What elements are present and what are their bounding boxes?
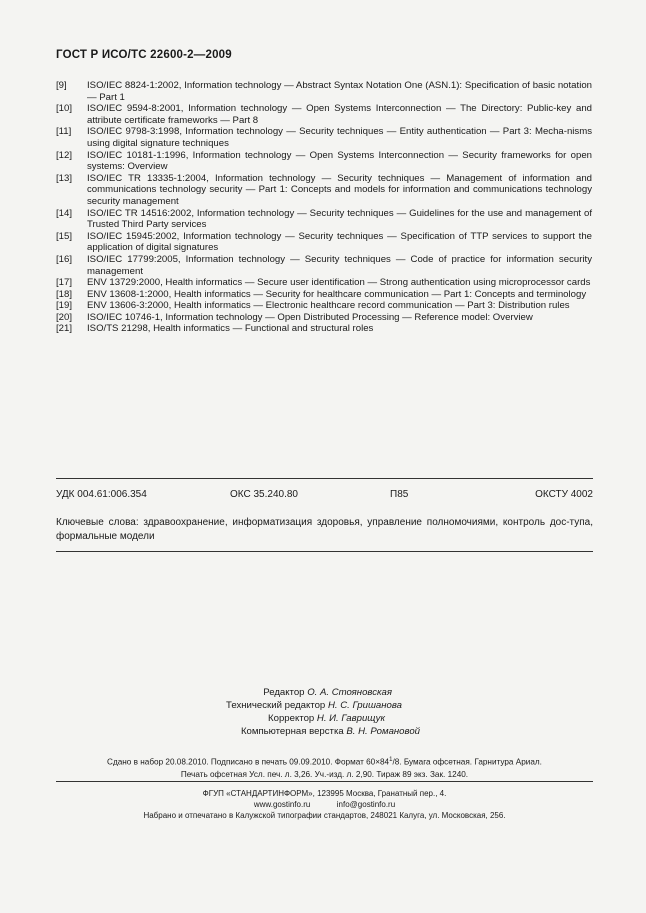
entry-number: [15] <box>56 230 73 242</box>
entry-number: [9] <box>56 80 67 91</box>
divider-bottom <box>56 781 593 782</box>
bibliography-entry <box>56 103 592 126</box>
entry-text: ISO/IEC TR 14516:2002, Information technology — Security techniques — Guidelines for the use and management of Trusted Third Party services <box>87 207 592 231</box>
entry-number: [19] <box>56 300 73 312</box>
entry-text: ISO/IEC 17799:2005, Information technology — Security techniques — Code of practice for information security management <box>87 253 592 277</box>
entry-text: ISO/IEC 8824-1:2002, Information technology — Abstract Syntax Notation One (ASN.1): Specification of basic notation — Part 1 <box>87 80 592 103</box>
bibliography-entry <box>56 231 592 254</box>
staff-proofreader: Корректор Н. И. Гаврищук <box>268 713 385 724</box>
entry-text: ISO/IEC 10746-1, Information technology — Open Distributed Processing — Reference model: Overview <box>87 311 533 323</box>
bibliography-entry <box>56 150 592 173</box>
bibliography-entry <box>56 126 592 149</box>
bibliography-entry <box>56 208 592 231</box>
publisher-website-link[interactable]: www.gostinfo.ru <box>253 800 311 809</box>
publication-line-1: Сдано в набор 20.08.2010. Подписано в печать 09.09.2010. Формат $60\times 84^1/8$. Бумага офсетная. Гарнитура Ариал. <box>107 757 542 767</box>
entry-number: [12] <box>56 149 73 161</box>
entry-number: [10] <box>56 103 73 115</box>
publisher-footer <box>56 788 593 821</box>
oks-code: ОКС 35.240.80 <box>230 489 298 500</box>
staff-credits <box>0 686 646 738</box>
entry-number: [11] <box>56 126 72 138</box>
bibliography-entry <box>56 300 592 312</box>
keywords: Ключевые слова: здравоохранение, информатизация здоровья, управление полномочиями, контроль дос-тупа, формальные модели <box>56 517 593 542</box>
staff-editor: Редактор О. А. Стояновская <box>263 687 392 698</box>
page-header-title: ГОСТ Р ИСО/ТС 22600-2—2009 <box>56 49 232 61</box>
bibliography-entry <box>56 80 592 103</box>
bibliography-entry <box>56 289 592 301</box>
publisher-address: ФГУП «СТАНДАРТИНФОРМ», 123995 Москва, Гранатный пер., 4. <box>202 789 447 798</box>
entry-text: ISO/IEC 10181-1:1996, Information technology — Open Systems Interconnection — Security frameworks for open systems: Overview <box>87 149 592 173</box>
entry-text: ISO/IEC TR 13335-1:2004, Information technology — Security techniques — Management of information and communications technology security — Part 1: Concepts and models for information and communications technology security management <box>87 172 592 207</box>
entry-number: [18] <box>56 288 73 300</box>
entry-text: ISO/IEC 9594-8:2001, Information technology — Open Systems Interconnection — The Directory: Public-key and attribute certificate frameworks — Part 8 <box>87 103 592 126</box>
publisher-contacts <box>56 799 593 810</box>
entry-number: [16] <box>56 253 73 265</box>
entry-text: ISO/IEC 9798-3:1998, Information technology — Security techniques — Entity authentication — Part 3: Mecha-nisms using digital signature techniques <box>87 126 592 149</box>
bibliography-entry <box>56 277 592 289</box>
publication-info <box>56 754 593 781</box>
entry-number: [20] <box>56 311 73 323</box>
entry-text: ISO/IEC 15945:2002, Information technology — Security techniques — Specification of TTP services to support the application of digital signatures <box>87 230 592 254</box>
publication-line-2: Печать офсетная Усл. печ. л. 3,26. Уч.-изд. л. 2,90. Тираж 89 экз. Зак. 1240. <box>180 769 469 779</box>
printing-house: Набрано и отпечатано в Калужской типографии стандартов, 248021 Калуга, ул. Московская, 256. <box>143 811 506 820</box>
udk-code: УДК 004.61:006.354 <box>56 489 147 500</box>
entry-text: ISO/TS 21298, Health informatics — Functional and structural roles <box>87 323 374 335</box>
divider-middle <box>56 551 593 552</box>
bibliography-list <box>56 80 592 335</box>
p-code: П85 <box>390 489 409 500</box>
publisher-email-link[interactable]: info@gostinfo.ru <box>336 800 396 809</box>
okstu-code: ОКСТУ 4002 <box>535 489 593 500</box>
bibliography-entry <box>56 254 592 277</box>
divider-top <box>56 478 593 479</box>
classification-row <box>56 489 593 503</box>
bibliography-entry <box>56 323 592 335</box>
entry-text: ENV 13729:2000, Health informatics — Secure user identification — Strong authentication using microprocessor cards <box>87 277 591 289</box>
entry-text: ENV 13606-3:2000, Health informatics — Electronic healthcare record communication — Part 3: Distribution rules <box>87 300 570 312</box>
bibliography-entry <box>56 312 592 324</box>
entry-number: [14] <box>56 207 73 219</box>
entry-text: ENV 13608-1:2000, Health informatics — Security for healthcare communication — Part 1: Concepts and terminology <box>87 288 587 300</box>
entry-number: [13] <box>56 172 73 184</box>
entry-number: [21] <box>56 323 73 335</box>
entry-number: [17] <box>56 277 73 289</box>
bibliography-entry <box>56 173 592 208</box>
staff-layout: Компьютерная верстка В. Н. Романовой <box>240 726 420 737</box>
staff-tech-editor: Технический редактор Н. С. Гришанова <box>226 700 402 711</box>
